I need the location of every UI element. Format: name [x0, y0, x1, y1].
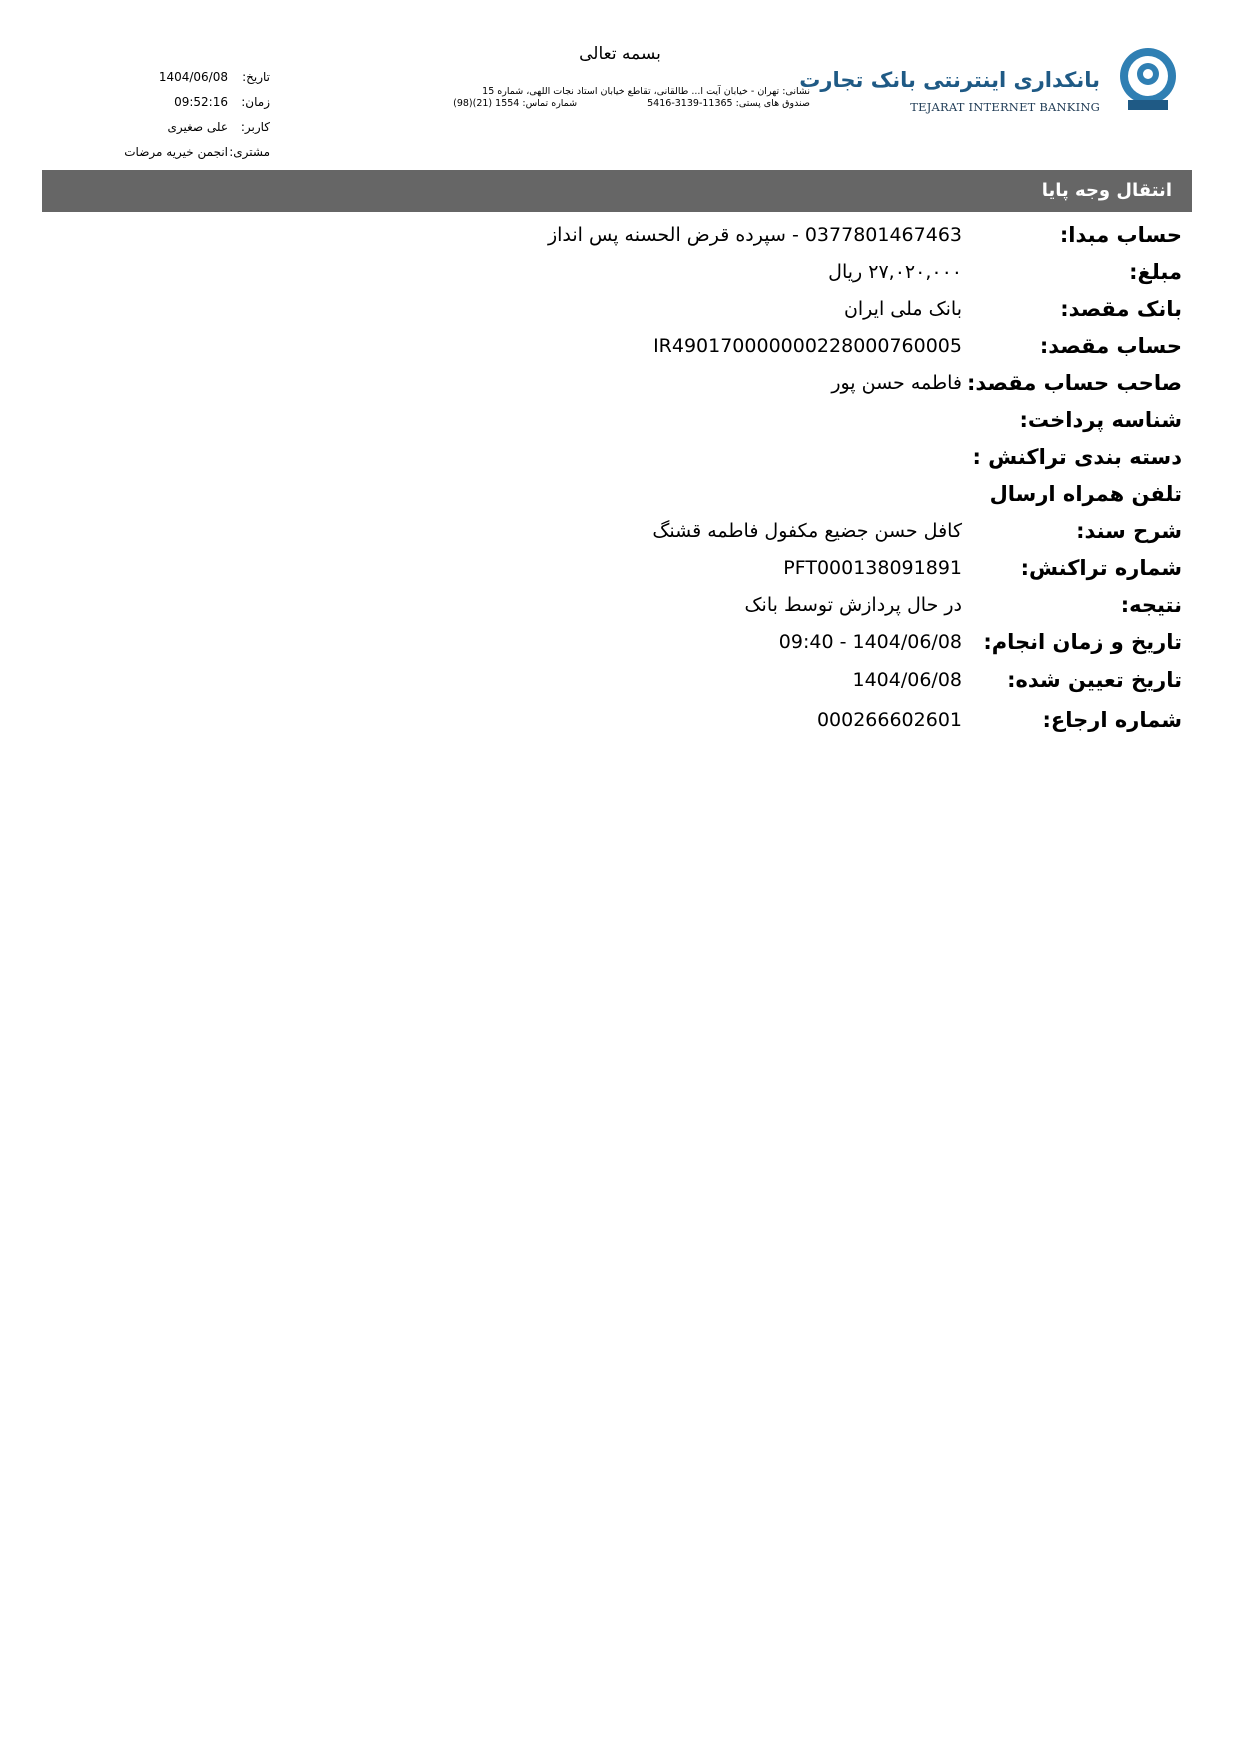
field-label: دسته بندی تراکنش :: [972, 444, 1182, 469]
field-label: حساب مبدا:: [1059, 222, 1182, 247]
bank-emblem-icon: [1114, 44, 1182, 116]
date-value: 1404/06/08: [158, 69, 228, 84]
section-title-bar: [42, 170, 1192, 212]
time-value: 09:52:16: [174, 94, 228, 109]
postal-box: صندوق های پستی: 11365-3139-5416: [647, 98, 810, 109]
invocation-text: بسمه تعالی: [579, 44, 661, 64]
field-label: تاریخ و زمان انجام:: [983, 629, 1182, 654]
field-label: شرح سند:: [1076, 518, 1182, 543]
field-value: PFT000138091891: [783, 556, 962, 579]
field-label: شناسه پرداخت:: [1019, 407, 1182, 432]
field-value: 000266602601: [816, 709, 962, 731]
field-value: 1404/06/08 - 09:40: [778, 630, 962, 653]
contact-phone: شماره تماس: 1554 (21)(98): [453, 98, 578, 109]
field-label: شماره تراکنش:: [1020, 555, 1182, 580]
field-value: ۲۷,۰۲۰,۰۰۰ ریال: [828, 260, 962, 283]
field-label: تلفن همراه ارسال: [989, 481, 1182, 506]
field-value: در حال پردازش توسط بانک: [744, 593, 962, 616]
field-value: بانک ملی ایران: [843, 297, 962, 320]
print-meta: [110, 64, 270, 164]
bank-name-en: TEJARAT INTERNET BANKING: [910, 100, 1100, 114]
field-value: 1404/06/08: [852, 669, 962, 691]
date-label: تاریخ:: [242, 69, 270, 84]
field-value: 0377801467463 - سپرده قرض الحسنه پس انداز: [547, 223, 962, 246]
page-title: انتقال وجه پایا: [1041, 180, 1172, 201]
user-value: علی صغیری: [167, 119, 228, 134]
field-label: مبلغ:: [1129, 259, 1182, 284]
address-line: نشانی: تهران - خیابان آیت ا... طالقانی، تقاطع خیابان استاد نجات اللهی، شماره 15: [482, 86, 810, 97]
field-value: کافل حسن جضیع مکفول فاطمه قشنگ: [652, 519, 962, 542]
field-label: حساب مقصد:: [1039, 333, 1182, 358]
field-label: بانک مقصد:: [1060, 296, 1182, 321]
field-label: نتیجه:: [1120, 592, 1182, 617]
field-label: شماره ارجاع:: [1042, 708, 1182, 732]
time-label: زمان:: [241, 94, 270, 109]
field-value: IR490170000000228000760005: [653, 334, 962, 357]
field-value: فاطمه حسن پور: [831, 371, 962, 394]
field-label: تاریخ تعیین شده:: [1007, 668, 1182, 692]
bank-name: بانکداری اینترنتی بانک تجارت: [799, 68, 1100, 92]
customer-value: انجمن خیریه مرضات: [124, 144, 228, 159]
transfer-details: [82, 216, 1182, 740]
customer-label: مشتری:: [229, 144, 270, 159]
user-label: کاربر:: [240, 119, 270, 134]
bank-logo: [799, 44, 1182, 124]
field-label: صاحب حساب مقصد:: [967, 370, 1182, 395]
bank-address: [440, 86, 810, 110]
